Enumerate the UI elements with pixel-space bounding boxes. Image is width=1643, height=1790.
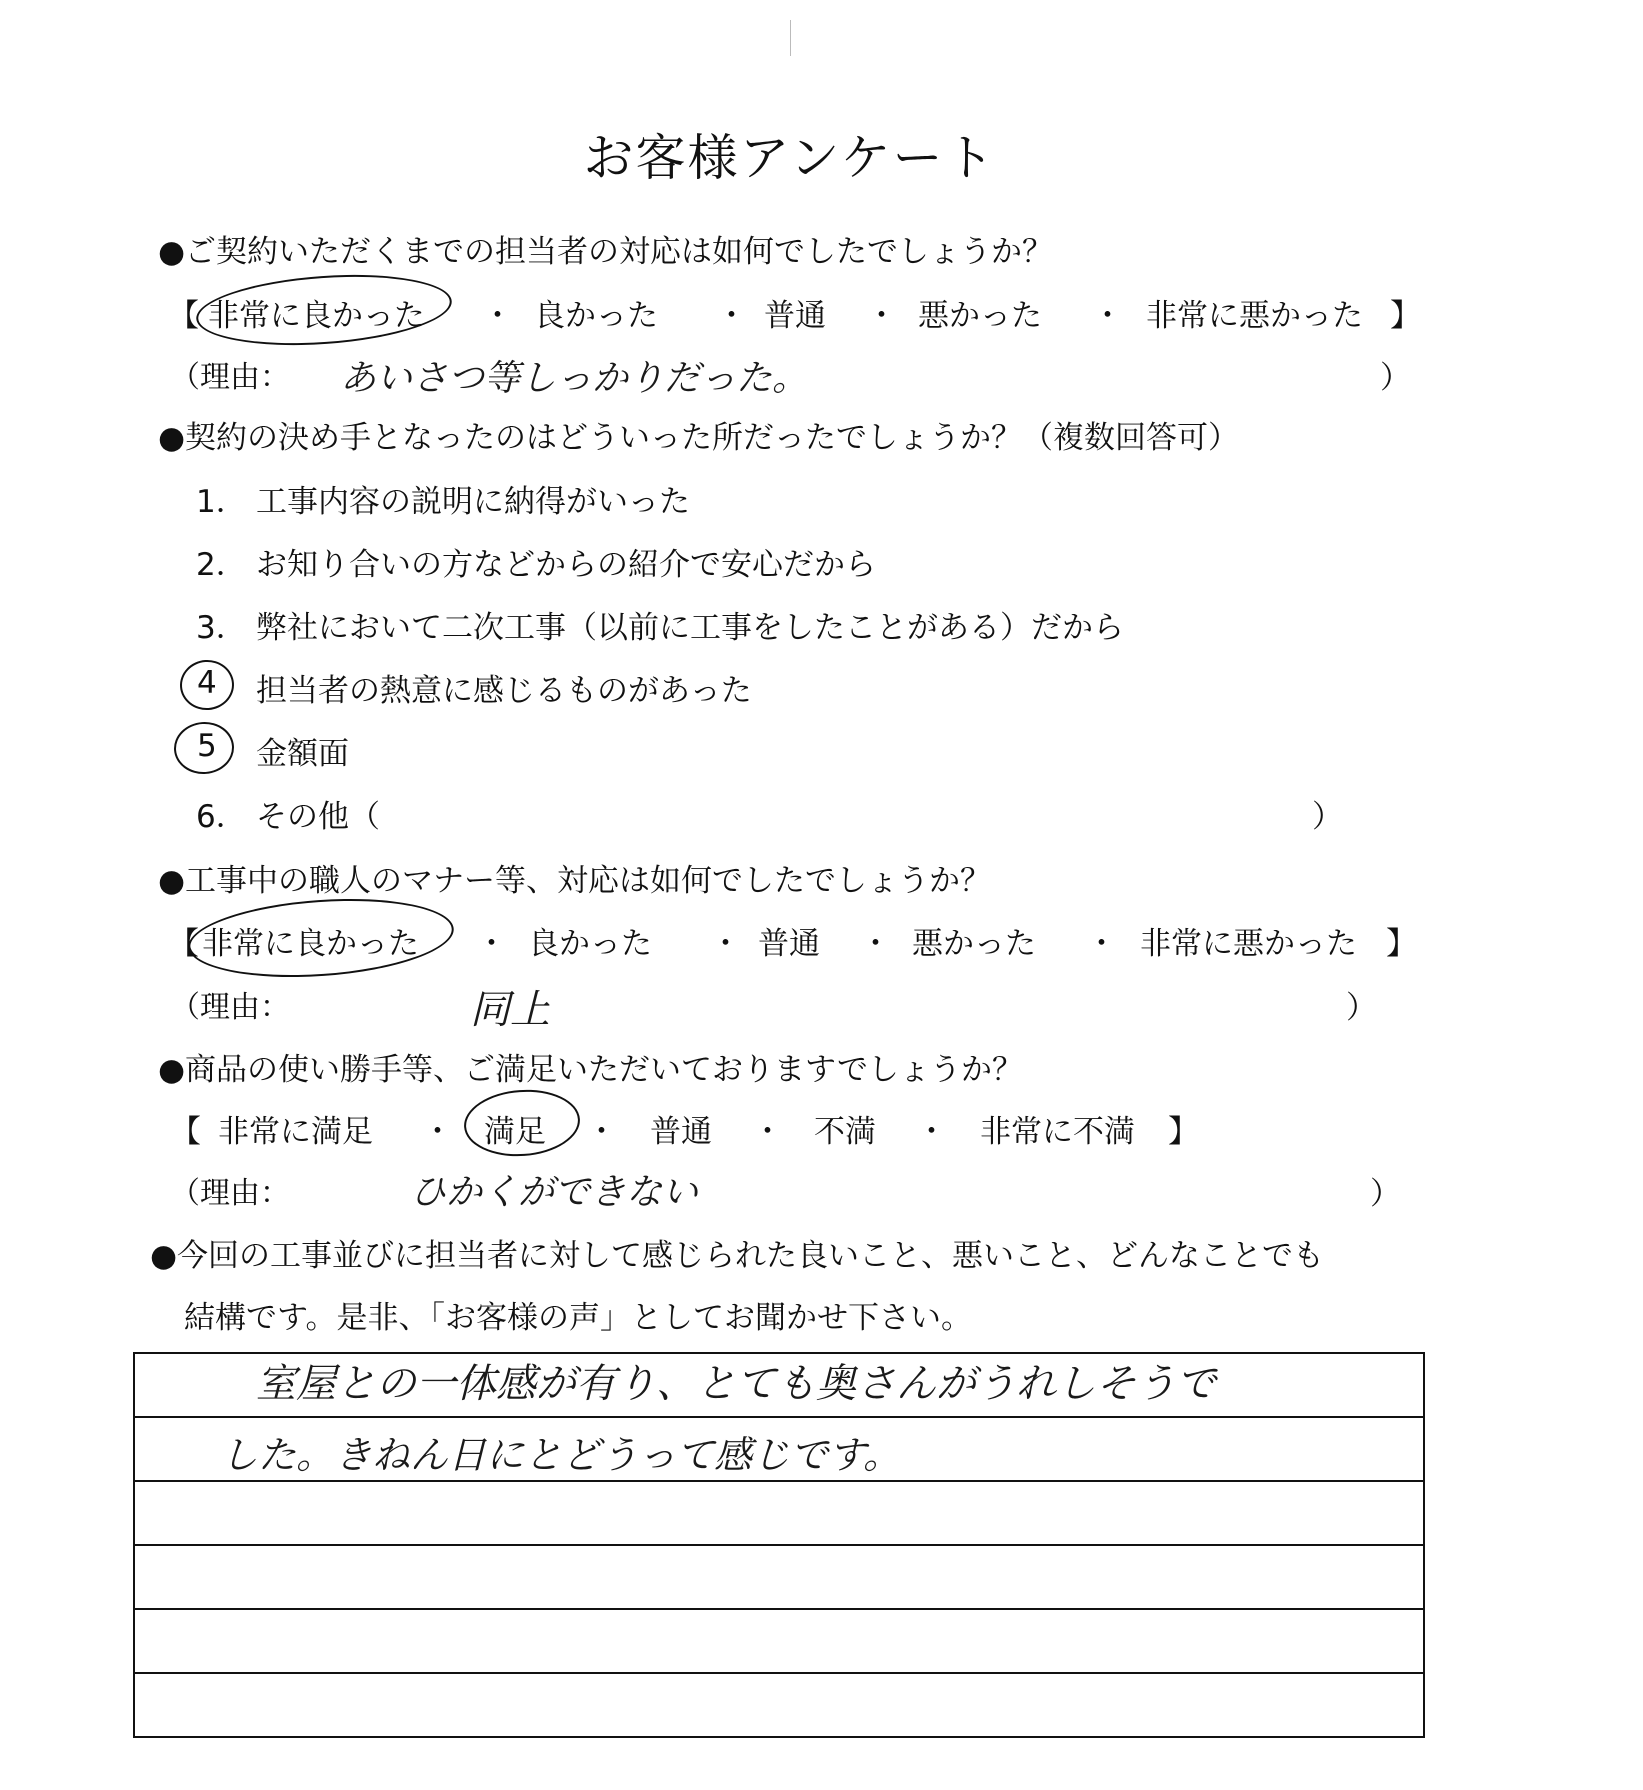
question-5-line-2: 結構です。是非、「お客様の声」としてお聞かせ下さい。 bbox=[184, 1300, 973, 1336]
selection-circle bbox=[178, 658, 235, 712]
separator-dot: ・ bbox=[422, 1114, 453, 1150]
q2-other-close: ） bbox=[1312, 799, 1343, 835]
separator-dot: ・ bbox=[752, 1114, 783, 1150]
q2-item-5-number: 5 bbox=[197, 728, 217, 764]
q2-item-2-number: 2． bbox=[196, 547, 247, 583]
q1-option-good[interactable]: 良かった bbox=[534, 298, 658, 334]
q4-option-very-unsatisfied[interactable]: 非常に不満 bbox=[980, 1114, 1135, 1150]
q1-reason-label: （理由： bbox=[170, 360, 290, 395]
ruled-line bbox=[135, 1544, 1423, 1546]
free-comment-box bbox=[133, 1352, 1425, 1738]
separator-dot: ・ bbox=[866, 298, 897, 334]
ruled-line bbox=[135, 1480, 1423, 1482]
q3-option-normal[interactable]: 普通 bbox=[758, 926, 820, 962]
q3-reason-close: ） bbox=[1346, 990, 1377, 1026]
q4-option-normal[interactable]: 普通 bbox=[650, 1114, 712, 1150]
ruled-line bbox=[135, 1416, 1423, 1418]
q1-option-very-bad[interactable]: 非常に悪かった bbox=[1146, 298, 1363, 334]
separator-dot: ・ bbox=[710, 926, 741, 962]
survey-title: お客様アンケート bbox=[583, 129, 997, 187]
separator-dot: ・ bbox=[1086, 926, 1117, 962]
q1-option-very-good[interactable]: 非常に良かった bbox=[208, 298, 425, 334]
q2-item-1-number: 1． bbox=[196, 484, 247, 520]
separator-dot: ・ bbox=[916, 1114, 947, 1150]
bracket-open: 【 bbox=[168, 298, 199, 334]
separator-dot: ・ bbox=[586, 1114, 617, 1150]
bracket-open: 【 bbox=[168, 926, 199, 962]
q1-reason-close: ） bbox=[1380, 360, 1411, 396]
q4-option-unsatisfied[interactable]: 不満 bbox=[814, 1114, 876, 1150]
ruled-line bbox=[135, 1672, 1423, 1674]
q3-option-bad[interactable]: 悪かった bbox=[912, 926, 1036, 962]
q1-option-normal[interactable]: 普通 bbox=[764, 298, 826, 334]
selection-circle bbox=[186, 891, 457, 985]
q3-reason-label: （理由： bbox=[170, 990, 290, 1025]
q3-reason-handwritten: 同上 bbox=[470, 987, 550, 1033]
q4-option-very-satisfied[interactable]: 非常に満足 bbox=[218, 1114, 373, 1150]
selection-circle bbox=[462, 1086, 582, 1160]
q4-reason-close: ） bbox=[1370, 1176, 1401, 1212]
bracket-close: 】 bbox=[1168, 1114, 1199, 1150]
bracket-close: 】 bbox=[1390, 298, 1421, 334]
q3-option-very-bad[interactable]: 非常に悪かった bbox=[1140, 926, 1357, 962]
bracket-open: 【 bbox=[170, 1114, 201, 1150]
q2-item-6-number: 6． bbox=[196, 799, 247, 835]
q3-option-very-good[interactable]: 非常に良かった bbox=[202, 926, 419, 962]
ruled-line bbox=[135, 1608, 1423, 1610]
q1-reason-handwritten: あいさつ等しっかりだった。 bbox=[340, 358, 809, 399]
separator-dot: ・ bbox=[1092, 298, 1123, 334]
q2-item-2-text[interactable]: お知り合いの方などからの紹介で安心だから bbox=[256, 547, 876, 583]
selection-circle bbox=[172, 720, 235, 776]
q2-item-4-number: 4 bbox=[197, 665, 217, 701]
q2-item-5-text[interactable]: 金額面 bbox=[256, 736, 349, 772]
q2-item-3-text[interactable]: 弊社において二次工事（以前に工事をしたことがある）だから bbox=[256, 610, 1124, 646]
q5-answer-line-1: 室屋との一体感が有り、とても奥さんがうれしそうで bbox=[256, 1361, 1216, 1407]
scan-mark bbox=[790, 20, 791, 56]
separator-dot: ・ bbox=[476, 926, 507, 962]
q5-answer-line-2: した。きねん日にとどうって感じです。 bbox=[220, 1433, 901, 1477]
separator-dot: ・ bbox=[860, 926, 891, 962]
q4-reason-handwritten: ひかくができない bbox=[410, 1172, 699, 1213]
q4-option-satisfied[interactable]: 満足 bbox=[484, 1114, 546, 1150]
separator-dot: ・ bbox=[482, 298, 513, 334]
q4-reason-label: （理由： bbox=[170, 1176, 290, 1211]
question-4: ●商品の使い勝手等、ご満足いただいておりますでしょうか？ bbox=[158, 1052, 1023, 1088]
q2-item-1-text[interactable]: 工事内容の説明に納得がいった bbox=[256, 484, 690, 520]
q1-option-bad[interactable]: 悪かった bbox=[918, 298, 1042, 334]
question-1: ●ご契約いただくまでの担当者の対応は如何でしたでしょうか？ bbox=[158, 234, 1054, 270]
question-3: ●工事中の職人のマナー等、対応は如何でしたでしょうか？ bbox=[158, 863, 992, 899]
selection-circle bbox=[194, 267, 454, 353]
question-5-line-1: ●今回の工事並びに担当者に対して感じられた良いこと、悪いこと、どんなことでも bbox=[150, 1238, 1325, 1274]
q2-item-3-number: 3． bbox=[196, 610, 247, 646]
q2-item-4-text[interactable]: 担当者の熱意に感じるものがあった bbox=[256, 673, 752, 709]
bracket-close: 】 bbox=[1386, 926, 1417, 962]
question-2: ●契約の決め手となったのはどういった所だったでしょうか？（複数回答可） bbox=[158, 420, 1240, 456]
q3-option-good[interactable]: 良かった bbox=[528, 926, 652, 962]
separator-dot: ・ bbox=[716, 298, 747, 334]
q2-item-6-text[interactable]: その他（ bbox=[256, 799, 380, 835]
